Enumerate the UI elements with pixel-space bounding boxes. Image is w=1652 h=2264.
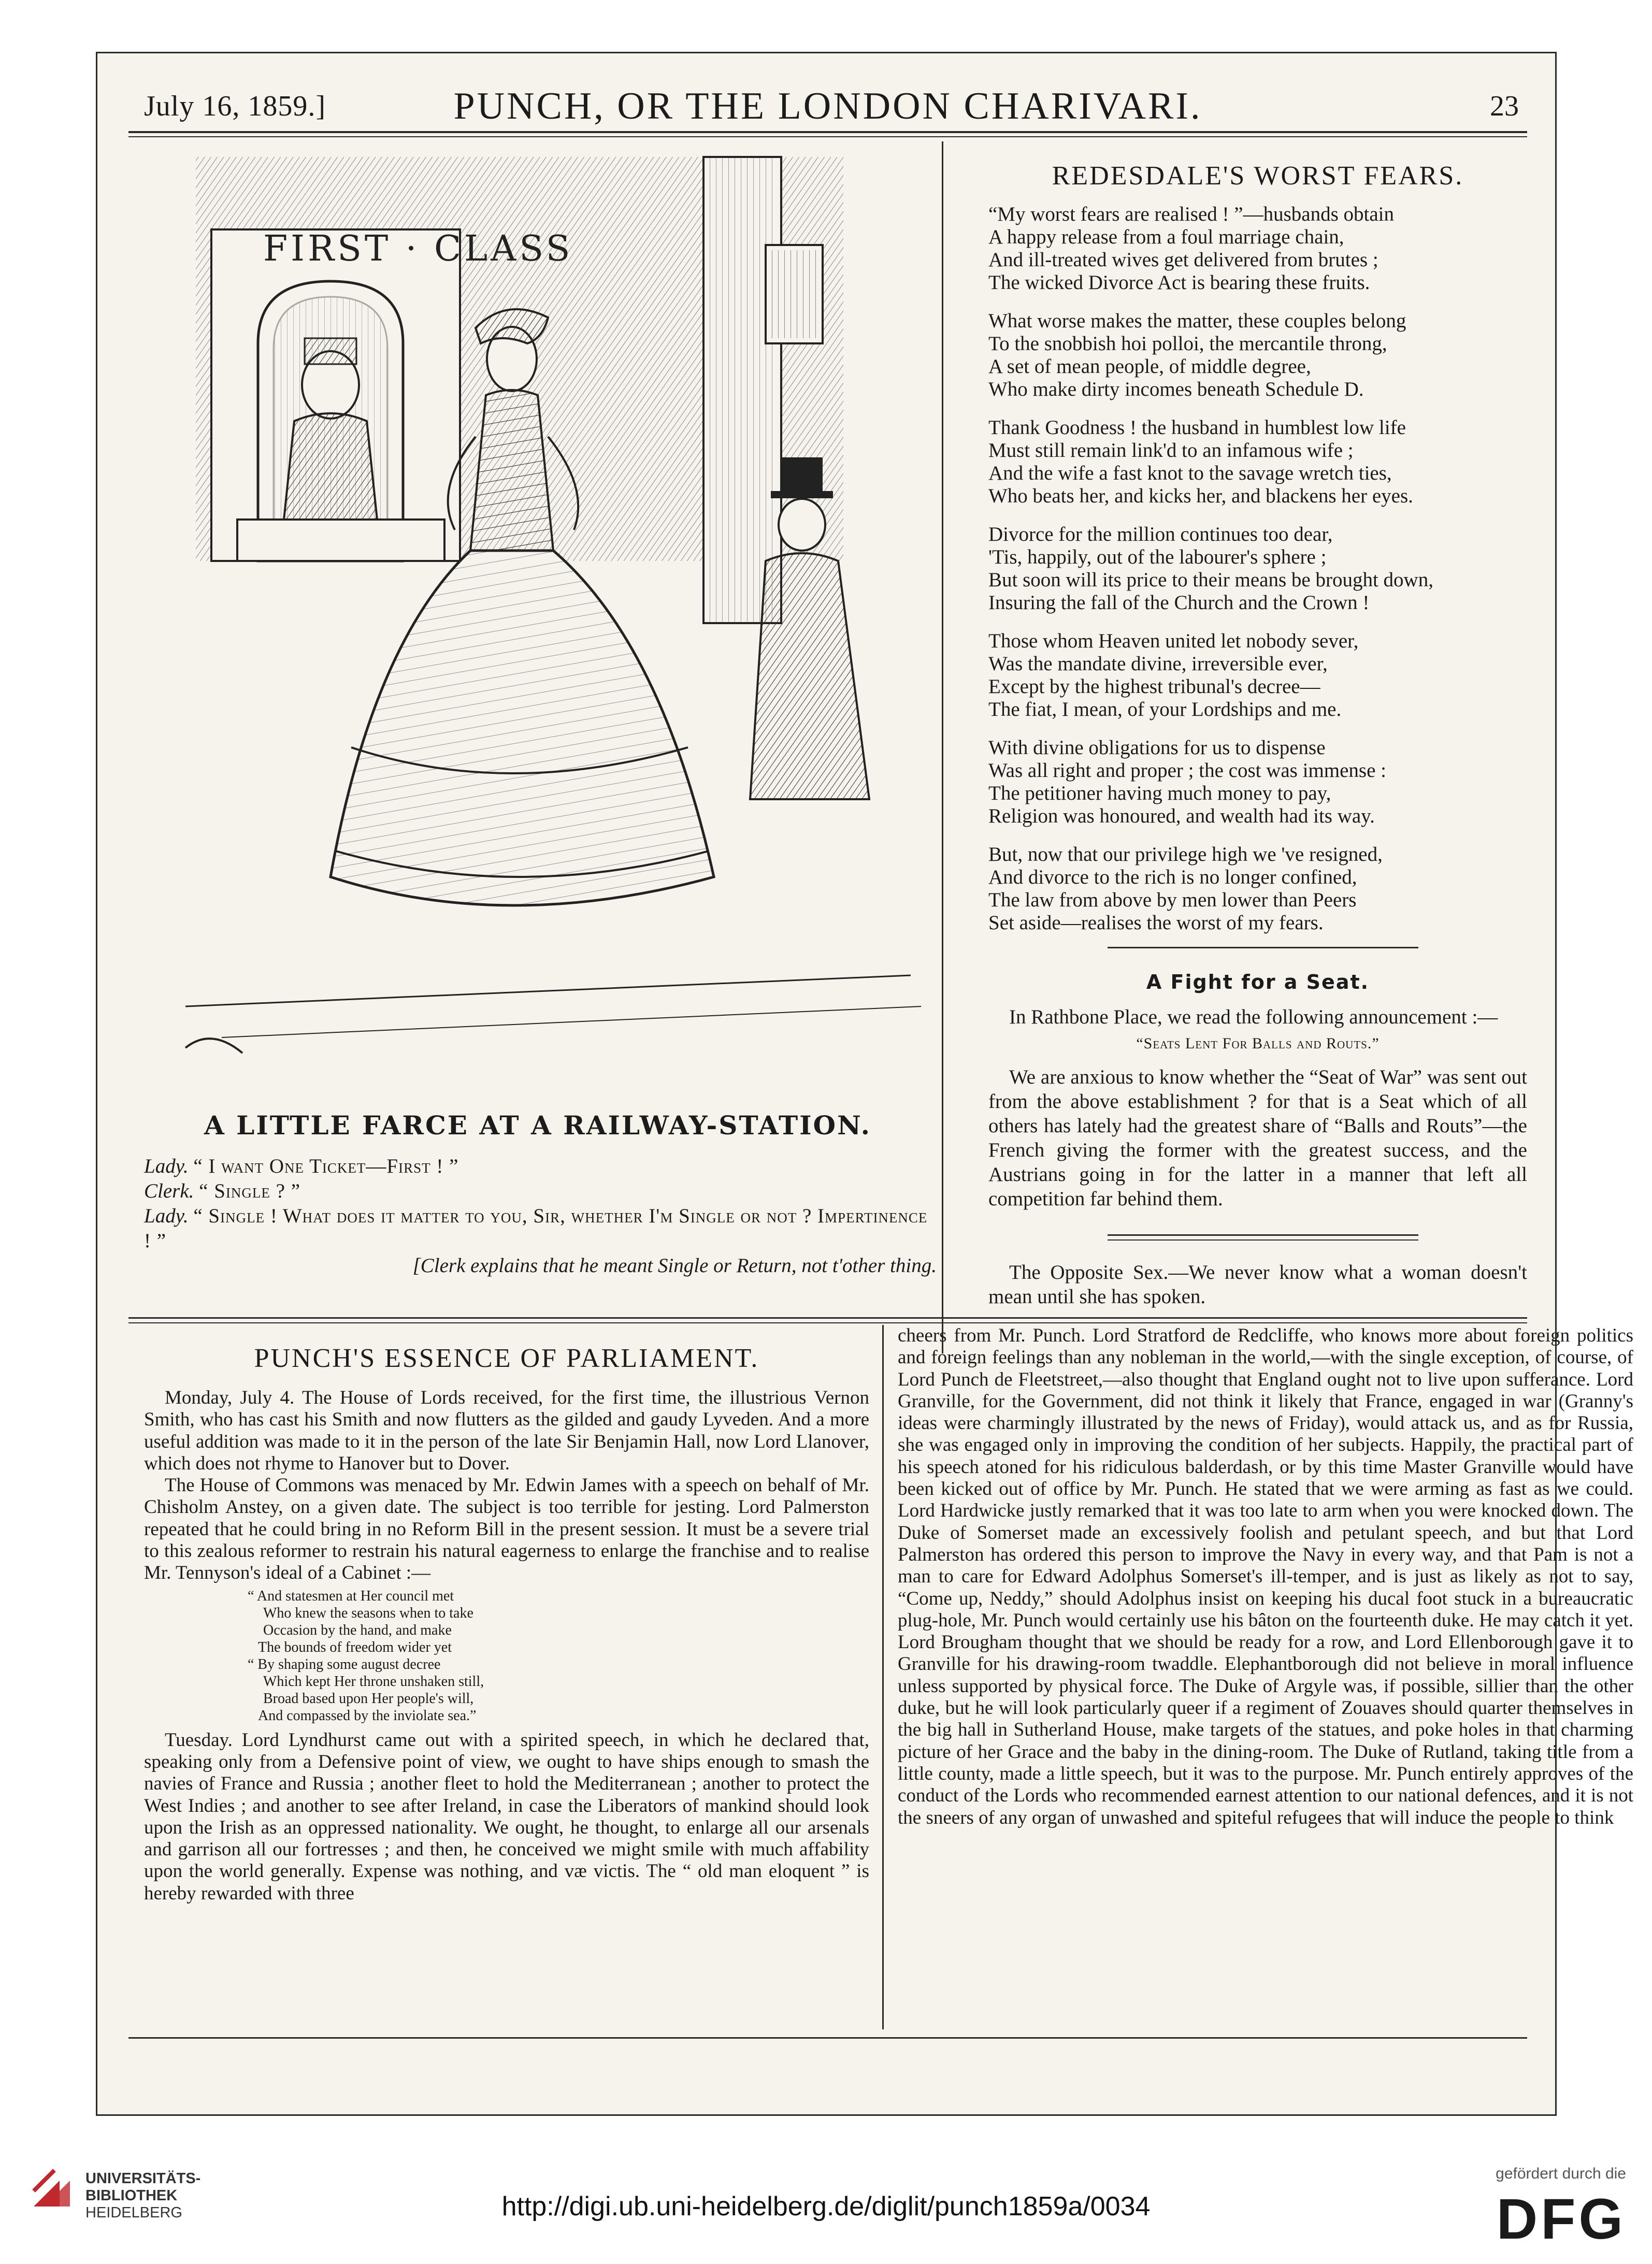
quote-line: “ And statesmen at Her council met xyxy=(248,1588,454,1604)
library-name-line: HEIDELBERG xyxy=(85,2204,182,2221)
quote-line: “ By shaping some august decree xyxy=(248,1656,441,1672)
page-number: 23 xyxy=(1490,90,1519,122)
poem-line: But soon will its price to their means be brought down, xyxy=(988,569,1433,591)
speech: “ Single ? ” xyxy=(199,1180,300,1202)
stanza xyxy=(988,310,1527,401)
advert-notice: “Seats Lent For Balls and Routs.” xyxy=(1136,1035,1380,1052)
essence-paragraph: Monday, July 4. The House of Lords received, for the first time, the illustrious Vernon Smith, who has cast his Smith and now flutters as the gilded and gaudy Lyveden. And a more useful addition was made to it in the person of the late Sir Benjamin Hall, now Lord Llanover, which does not rhyme to Hanover but to Dover. xyxy=(144,1387,869,1474)
essence-paragraph: The House of Commons was menaced by Mr. Edwin James with a speech on behalf of Mr. Chisholm Anstey, on a given date. The subject is too terrible for jesting. Lord Palmerston repeated that he could bring in no Reform Bill in the present session. It must be a severe trial to this zealous reformer to restrain his natural eagerness to enlarge the franchise and to realise Mr. Tennyson's ideal of a Cabinet :— xyxy=(144,1475,869,1584)
speaker: Clerk. xyxy=(144,1180,194,1202)
dialogue-line xyxy=(144,1204,937,1253)
poem-line: Who make dirty incomes beneath Schedule D. xyxy=(988,378,1364,400)
quote-line: And compassed by the inviolate sea.” xyxy=(258,1707,477,1724)
poem-line: Insuring the fall of the Church and the Crown ! xyxy=(988,592,1370,614)
masthead-title: PUNCH, OR THE LONDON CHARIVARI. xyxy=(453,85,1202,127)
source-url-link[interactable]: http://digi.ub.uni-heidelberg.de/diglit/punch1859a/0034 xyxy=(501,2191,1151,2222)
poem-line: And the wife a fast knot to the savage wretch ties, xyxy=(988,462,1392,484)
stanza xyxy=(988,416,1527,508)
funded-by-label: gefördert durch die xyxy=(1496,2165,1626,2182)
section-rule-wide-thin xyxy=(128,1322,1527,1323)
issue-date: July 16, 1859.] xyxy=(144,90,326,122)
essence-paragraph: cheers from Mr. Punch. Lord Stratford de Redcliffe, who knows more about foreign politics and foreign feelings than any nobleman in the world,—with the single exception, of course, of Lord Punch de Fleetstreet,—also thought that England ought not to live upon sufferance. Lord Granville, for the Government, did not think it likely that France, engaged in war (Granny's ideas were charmingly illustrated by the news of Friday), would attack us, and as for Russia, she was engaged only in improving the condition of her subjects. Happily, the practical part of his speech atoned for his ridiculous balderdash, or by this time Master Granville would have been kicked out of office by Mr. Punch. He stated that we were arming as fast as we could. Lord Hardwicke justly remarked that it was too late to arm when you were knocked down. The Duke of Somerset made an excessively foolish and petulant speech, and but that Lord Palmerston has ordered this person to improve the Navy in every way, and that Pam is not a man to care for Edward Adolphus Somerset's ill-temper, and is just as likely as not to say, “Come up, Neddy,” should Adolphus insist on keeping his ducal foot stuck in a bureaucratic plug-hole, Mr. Punch would certainly use his bâton on the fourteenth duke. He may catch it yet. Lord Brougham thought that we should be ready for a row, and Lord Ellenborough gave it to Granville for his drawing-room twaddle. Elephantborough did not believe in moral influence unless supported by physical force. The Duke of Argyle was, if possible, sillier than the other duke, but he will look particularly queer if a regiment of Zouaves should quarter themselves in the big hall in Sutherland House, make targets of the statues, and poke holes in that charming picture of her Grace and the baby in the dining-room. The Duke of Rutland, taking title from a little county, made a little speech, but it was to the purpose. Mr. Punch entirely approves of the conduct of the Lords who recommended earnest attention to our national defences, and it is not the sneers of any organ of unwashed and spiteful refugees that will induce the people to think xyxy=(898,1325,1633,1828)
poem-line: But, now that our privilege high we 've resigned, xyxy=(988,843,1383,866)
section-rule xyxy=(1108,1234,1418,1236)
cartoon-dialogue xyxy=(144,1154,937,1278)
library-name-line: BIBLIOTHEK xyxy=(85,2187,178,2204)
poem-line: With divine obligations for us to dispense xyxy=(988,737,1326,759)
quote-line: Who knew the seasons when to take xyxy=(263,1605,473,1621)
poem-line: The fiat, I mean, of your Lordships and me. xyxy=(988,698,1342,720)
cartoon-title: A LITTLE FARCE AT A RAILWAY-STATION. xyxy=(204,1110,872,1141)
speaker: Lady. xyxy=(144,1205,189,1227)
article-title: A Fight for a Seat. xyxy=(1146,971,1370,993)
poem-line: The wicked Divorce Act is bearing these fruits. xyxy=(988,271,1370,294)
bottom-rule xyxy=(128,2037,1527,2039)
tennyson-quote xyxy=(144,1588,869,1724)
section-rule xyxy=(1108,947,1418,948)
quote-line: The bounds of freedom wider yet xyxy=(258,1639,452,1655)
article-fight-for-a-seat xyxy=(988,970,1527,1211)
cartoon-illustration xyxy=(144,126,931,1136)
essence-title: PUNCH'S ESSENCE OF PARLIAMENT. xyxy=(254,1344,759,1373)
poem-line: Those whom Heaven united let nobody sever, xyxy=(988,630,1359,652)
stanza xyxy=(988,737,1527,828)
poem-line: Who beats her, and kicks her, and blackens her eyes. xyxy=(988,485,1413,507)
poem-line: And ill-treated wives get delivered from brutes ; xyxy=(988,249,1378,271)
article-opposite-sex: The Opposite Sex.—We never know what a woman doesn't mean until she has spoken. xyxy=(988,1261,1527,1308)
first-class-sign: FIRST · CLASS xyxy=(263,228,573,269)
article-body: We are anxious to know whether the “Seat of War” was sent out from the above establishment ? for that is a Seat which of all others has lately had the greatest share of “Balls and Routs”—the French giving the former with the greatest success, and the Austrians going in for the latter in a manner that left all competition far behind them. xyxy=(988,1066,1527,1210)
speaker: Lady. xyxy=(144,1155,189,1177)
column-divider xyxy=(942,141,943,1353)
newspaper-page xyxy=(96,52,1633,2116)
poem-line: And divorce to the rich is no longer confined, xyxy=(988,866,1357,888)
poem-line: Was all right and proper ; the cost was immense : xyxy=(988,759,1387,782)
poem-line: A happy release from a foul marriage chain, xyxy=(988,226,1344,248)
essence-column-right xyxy=(898,1325,1633,1829)
article-intro: In Rathbone Place, we read the following announcement :— xyxy=(1009,1006,1498,1028)
section-rule-thin xyxy=(1108,1239,1418,1241)
quote-line: Broad based upon Her people's will, xyxy=(263,1690,474,1707)
stage-direction: [Clerk explains that he meant Single or Return, not t'other thing. xyxy=(412,1254,937,1277)
stanza xyxy=(988,843,1527,934)
dialogue-line xyxy=(144,1154,937,1179)
poem-line: Thank Goodness ! the husband in humblest low life xyxy=(988,416,1406,439)
poem-title: REDESDALE'S WORST FEARS. xyxy=(1052,161,1464,191)
library-name-line: UNIVERSITÄTS- xyxy=(85,2170,201,2187)
poem-redesdale xyxy=(988,161,1527,950)
dfg-logo: DFG xyxy=(1496,2187,1626,2251)
section-rule-wide xyxy=(128,1317,1527,1319)
speech: “ I want One Ticket—First ! ” xyxy=(193,1155,459,1177)
stanza xyxy=(988,203,1527,294)
poem-line: Must still remain link'd to an infamous wife ; xyxy=(988,439,1354,462)
poem-line: Except by the highest tribunal's decree— xyxy=(988,675,1320,698)
stanza xyxy=(988,630,1527,721)
essence-column-left xyxy=(144,1387,869,1905)
poem-line: What worse makes the matter, these couples belong xyxy=(988,310,1406,332)
quote-line: Occasion by the hand, and make xyxy=(263,1622,452,1638)
stanza xyxy=(988,523,1527,614)
column-divider xyxy=(882,1325,884,2029)
dialogue-line xyxy=(144,1179,937,1204)
poem-line: Was the mandate divine, irreversible ever, xyxy=(988,653,1328,675)
poem-line: Divorce for the million continues too dear, xyxy=(988,523,1333,545)
digitization-footer xyxy=(0,2144,1652,2264)
poem-line: The petitioner having much money to pay, xyxy=(988,782,1331,804)
poem-line: “My worst fears are realised ! ”—husbands obtain xyxy=(988,203,1394,225)
speech: “ Single ! What does it matter to you, Sir, whether I'm Single or not ? Impertinence ! ” xyxy=(144,1205,928,1252)
poem-line: 'Tis, happily, out of the labourer's sphere ; xyxy=(988,546,1327,568)
poem-line: To the snobbish hoi polloi, the mercantile throng, xyxy=(988,333,1387,355)
poem-line: Religion was honoured, and wealth had its way. xyxy=(988,805,1375,827)
poem-line: A set of mean people, of middle degree, xyxy=(988,355,1311,378)
poem-line: The law from above by men lower than Peers xyxy=(988,889,1357,911)
essence-paragraph: Tuesday. Lord Lyndhurst came out with a spirited speech, in which he declared that, speaking only from a Defensive point of view, we ought to have ships enough to smash the navies of France and Russia ; another fleet to hold the Mediterranean ; another to protect the West Indies ; and another to see after Ireland, in case the Liberators of mankind should look upon the Irish as an oppressed nationality. We ought, he thought, to enlarge all our arsenals and garrison all our fortresses ; and then, he conceived we might smile with much affability upon the world generally. Expense was nothing, and væ victis. The “ old man eloquent ” is hereby rewarded with three xyxy=(144,1729,869,1904)
poem-line: Set aside—realises the worst of my fears. xyxy=(988,912,1324,934)
quote-line: Which kept Her throne unshaken still, xyxy=(263,1673,484,1690)
